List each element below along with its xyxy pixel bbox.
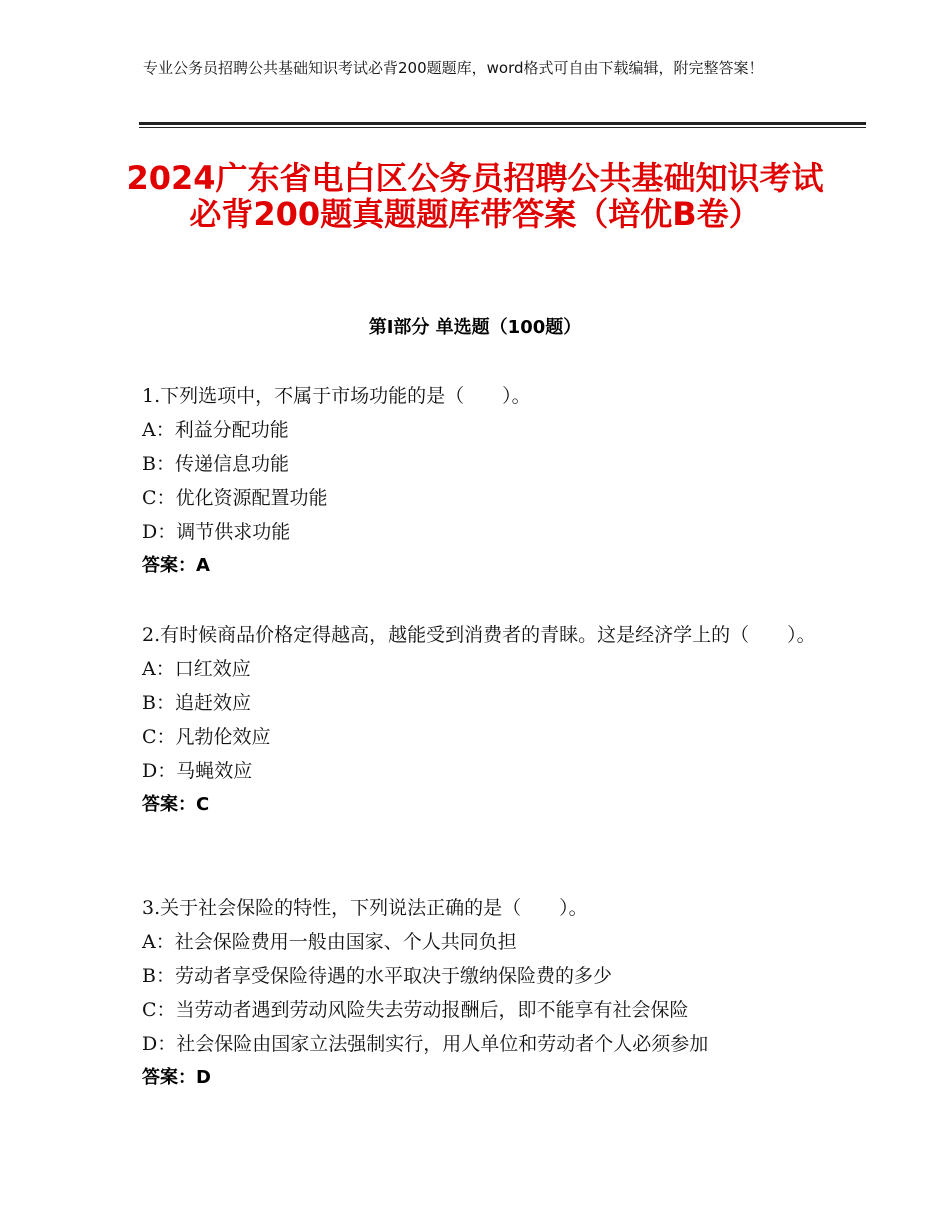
answer-line: 答案：A	[142, 555, 210, 576]
question-stem: 1.下列选项中，不属于市场功能的是（ ）。	[142, 385, 531, 407]
option-c: C：当劳动者遇到劳动风险失去劳动报酬后，即不能享有社会保险	[142, 999, 689, 1021]
option-b: B：追赶效应	[142, 692, 251, 714]
question-1	[142, 379, 822, 583]
question-stem: 2.有时候商品价格定得越高，越能受到消费者的青睐。这是经济学上的（ ）。	[142, 624, 816, 646]
document-title: 2024广东省电白区公务员招聘公共基础知识考试必背200题真题题库带答案（培优B卷）	[126, 159, 824, 233]
header-rule-thick	[139, 122, 866, 125]
header-note: 专业公务员招聘公共基础知识考试必背200题题库，word格式可自由下载编辑，附完整答案！	[143, 59, 764, 77]
question-stem: 3.关于社会保险的特性，下列说法正确的是（ ）。	[142, 897, 588, 919]
option-d: D：调节供求功能	[142, 521, 291, 543]
answer-line: 答案：C	[142, 794, 210, 815]
option-a: A：利益分配功能	[142, 419, 289, 441]
option-c: C：优化资源配置功能	[142, 487, 328, 509]
option-a: A：口红效应	[142, 658, 251, 680]
section-heading: 第Ⅰ部分 单选题（100题）	[368, 317, 582, 338]
question-2	[142, 618, 822, 822]
option-a: A：社会保险费用一般由国家、个人共同负担	[142, 931, 517, 953]
option-b: B：传递信息功能	[142, 453, 289, 475]
question-3	[142, 891, 822, 1095]
option-c: C：凡勃伦效应	[142, 726, 271, 748]
option-b: B：劳动者享受保险待遇的水平取决于缴纳保险费的多少	[142, 965, 612, 987]
option-d: D：马蝇效应	[142, 760, 253, 782]
answer-line: 答案：D	[142, 1067, 211, 1088]
option-d: D：社会保险由国家立法强制实行，用人单位和劳动者个人必须参加	[142, 1033, 709, 1055]
header-rule-thin	[139, 127, 866, 128]
